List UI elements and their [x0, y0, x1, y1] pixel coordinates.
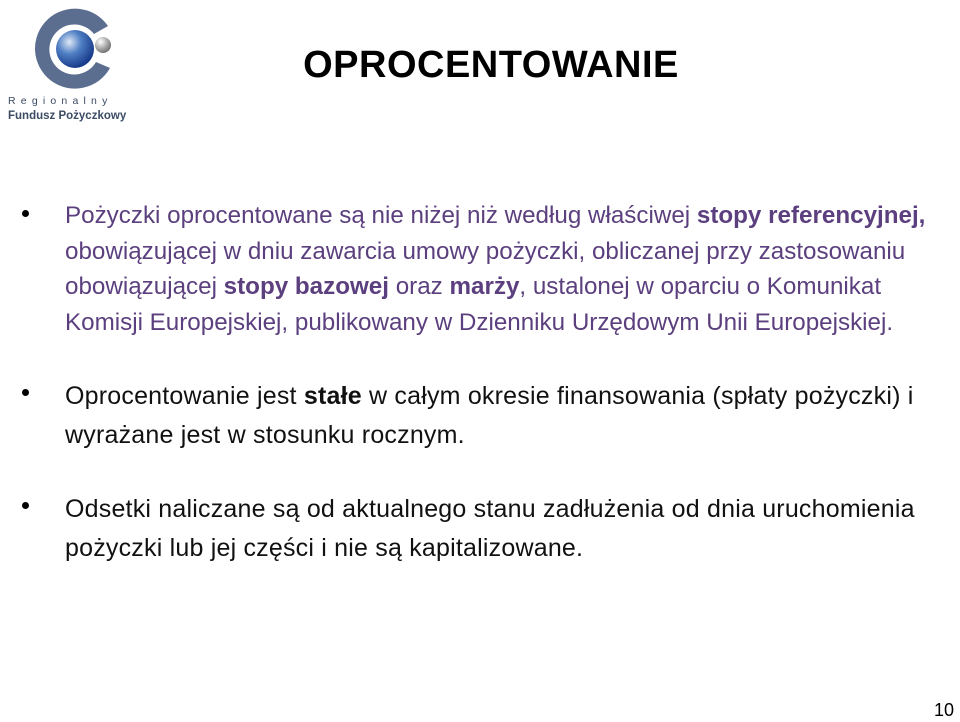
bullet-text: [65, 377, 942, 454]
bold-term: marży: [449, 273, 520, 300]
bullet-list: [22, 198, 942, 604]
text-run: oraz: [388, 273, 450, 300]
bullet-item: [22, 377, 942, 454]
bold-term: stopy bazowej: [223, 273, 389, 300]
text-run: , ustalonej w oparciu o Komunikat Komisji Europejskiej, publikowany w Dzienniku Urzędowym Unii Europejskiej.: [65, 273, 894, 336]
bullet-dot-icon: [22, 389, 29, 396]
text-run: Oprocentowanie jest: [65, 382, 304, 410]
text-run: obowiązującej w dniu zawarcia umowy pożyczki, obliczanej przy zastosowaniu obowiązującej: [65, 237, 906, 300]
text-run: Pożyczki oprocentowane są nie niżej niż według właściwej: [65, 202, 697, 229]
text-run: w całym okresie finansowania (spłaty pożyczki) i wyrażane jest w stosunku rocznym.: [65, 382, 914, 449]
text-run: Odsetki naliczane są od aktualnego stanu zadłużenia od dnia uruchomienia pożyczki lub jej części i nie są kapitalizowane.: [65, 495, 915, 562]
logo-text-fundusz: Fundusz Pożyczkowy: [8, 110, 127, 122]
bullet-item: [22, 198, 942, 340]
bullet-dot-icon: [22, 210, 29, 217]
page-number: 10: [934, 700, 955, 720]
bullet-text: [65, 198, 942, 340]
bullet-item: [22, 490, 942, 567]
bold-term: stopy referencyjnej,: [696, 202, 926, 229]
bullet-text: [65, 490, 942, 567]
bullet-dot-icon: [22, 502, 29, 509]
slide-title: OPROCENTOWANIE: [303, 44, 679, 86]
logo-text-regionalny: Regionalny: [8, 95, 113, 107]
bold-term: stałe: [303, 382, 362, 410]
